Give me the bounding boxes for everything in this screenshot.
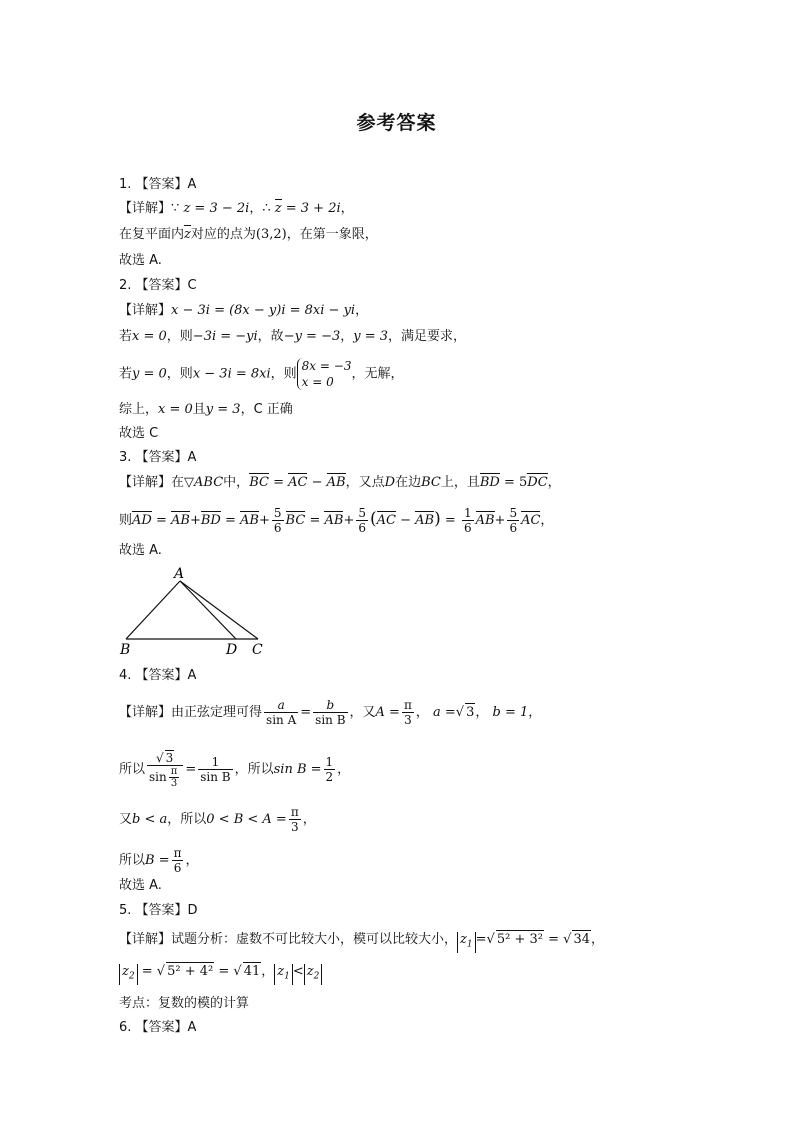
op: =: [218, 964, 230, 979]
radicand: 5² + 4²: [167, 964, 214, 979]
text: ，: [415, 705, 429, 720]
fraction-pi-3: [402, 698, 414, 727]
math: y = 0: [132, 366, 167, 382]
numerator: 5: [358, 506, 366, 520]
text: 综上，: [119, 402, 159, 417]
text: 所以: [119, 853, 146, 868]
sqrt-symbol: √: [486, 932, 495, 947]
denominator: 6: [273, 521, 282, 535]
vector-ab: AB: [475, 513, 495, 528]
op: =: [141, 964, 153, 979]
z-conjugate: z: [184, 227, 191, 242]
fraction-b-sinB: [313, 698, 347, 727]
op: =: [225, 513, 236, 528]
q2-detail: [119, 302, 368, 320]
numerator: π: [173, 846, 182, 860]
math: −y = −3: [283, 329, 341, 344]
q4-detail: [119, 698, 541, 727]
q4-line4: [119, 846, 199, 875]
numerator: π: [170, 766, 178, 777]
q3-choose: 故选 A.: [119, 543, 162, 558]
detail-label: 【详解】: [119, 475, 172, 490]
fraction-5-6: [507, 506, 519, 535]
z: z: [460, 932, 467, 947]
text: ，: [340, 329, 354, 344]
text: ，所以: [167, 812, 207, 827]
text: 上，且: [440, 475, 480, 490]
numerator: [147, 750, 183, 766]
text: ，又: [349, 705, 376, 720]
q4-line3: [119, 805, 316, 834]
abs-z2: [304, 964, 323, 985]
op: =: [300, 705, 312, 720]
subscript: 2: [313, 971, 320, 982]
fraction-1-2: [324, 755, 336, 784]
q2-line2: [119, 328, 466, 346]
text: 试题分析：虚数不可比较大小，模可以比较大小，: [171, 932, 458, 947]
fraction-pi-6: [172, 846, 184, 875]
punct: ，: [590, 932, 604, 947]
math: a =: [433, 705, 456, 720]
text: ，: [475, 705, 489, 720]
q2-line4: [119, 401, 293, 419]
system-eq1: 8x = −3: [301, 359, 352, 373]
label-a: A: [174, 566, 185, 582]
subscript: 1: [284, 971, 290, 982]
vector-ab: AB: [415, 513, 435, 528]
numerator: π: [290, 805, 299, 819]
detail-label: 【详解】: [119, 705, 172, 720]
q3-detail: [119, 474, 561, 492]
numerator: a: [264, 698, 298, 713]
label-d: D: [226, 642, 238, 657]
math: y = 3: [205, 402, 241, 417]
text: ，C 正确: [240, 402, 293, 417]
text: ，: [185, 853, 199, 868]
numerator: 5: [509, 506, 518, 520]
side-ab: [126, 581, 180, 639]
numerator: 1: [463, 506, 472, 520]
q5-line2: [119, 962, 322, 985]
q6-answer: 6. 【答案】A: [119, 1020, 197, 1035]
op: +: [189, 513, 201, 528]
q1-answer: 1. 【答案】A: [119, 177, 197, 192]
fraction-root3-sin: [147, 750, 183, 789]
op: <: [292, 964, 304, 979]
text: ，满足要求，: [388, 329, 467, 344]
op: =: [444, 513, 456, 528]
op: +: [343, 513, 355, 528]
math: sin B =: [273, 762, 322, 777]
numerator: b: [313, 698, 347, 713]
q2-line3: [119, 358, 403, 390]
fraction-1-sinB: [198, 755, 232, 784]
text: 又: [119, 812, 133, 827]
vector-ac: AC: [376, 513, 396, 528]
detail-label: 【详解】: [119, 932, 172, 947]
op: =: [273, 475, 284, 490]
triangle-abc: ▽ABC: [184, 475, 224, 490]
math: x − 3i = (8x − y)i = 8xi − yi: [171, 303, 356, 318]
q4-choose: 故选 A.: [119, 878, 162, 893]
numerator: 1: [325, 755, 334, 769]
radicand: 34: [573, 932, 590, 947]
math: B =: [145, 853, 170, 868]
text: 若: [119, 366, 133, 382]
vector-ac: AC: [288, 475, 308, 490]
segment-bc: BC: [421, 475, 441, 490]
vector-dc: DC: [527, 475, 548, 490]
text: 由正弦定理可得: [171, 705, 263, 720]
math: x = 0: [132, 329, 167, 344]
numerator: 5: [273, 506, 282, 520]
text: 则: [119, 513, 133, 528]
denominator: 6: [509, 521, 518, 535]
sin: sin: [149, 770, 167, 784]
fraction-pi-3: [169, 766, 180, 789]
vector-ad: AD: [132, 513, 152, 528]
math: b < a: [132, 812, 168, 827]
op: =: [475, 932, 487, 947]
paren: ): [434, 509, 441, 529]
radicand: 41: [243, 964, 261, 979]
vector-ab: AB: [240, 513, 259, 528]
fraction-5-6: [272, 506, 284, 535]
side-ac: [180, 581, 258, 639]
text: 在复平面内: [119, 227, 185, 242]
math: 0 < B < A =: [206, 812, 287, 827]
text: ，故: [257, 329, 284, 344]
q3-line2: [119, 506, 553, 535]
text: ，无解，: [351, 366, 404, 382]
text: ，: [528, 705, 542, 720]
label-c: C: [252, 642, 263, 657]
q1-detail: [119, 200, 354, 218]
page-title: 参考答案: [356, 112, 437, 134]
op: =: [155, 513, 167, 528]
detail-label: 【详解】: [119, 303, 172, 318]
op: =: [309, 513, 321, 528]
math: x − 3i = 8xi: [192, 366, 271, 382]
vector-bd: BD: [200, 513, 221, 528]
subscript: 2: [128, 971, 135, 982]
text: 中，: [223, 475, 250, 490]
therefore-symbol: ∴: [262, 201, 271, 216]
point: (3,2): [255, 227, 287, 242]
text: ，: [547, 475, 561, 490]
radicand: 3: [165, 751, 174, 765]
segment-ad: [180, 581, 236, 639]
vector-ab: AB: [326, 475, 346, 490]
denominator: 3: [290, 820, 299, 834]
text: 对应的点为: [190, 227, 256, 242]
punct: ，: [540, 513, 554, 528]
text: ，所以: [234, 762, 274, 777]
text: ，则: [270, 366, 297, 382]
z: z: [277, 964, 285, 979]
punct: ，: [261, 964, 275, 979]
vector-bd: BD: [479, 475, 500, 490]
q1-choose: 故选 A.: [119, 253, 162, 268]
op: −: [311, 475, 323, 490]
math: y = 3: [353, 329, 389, 344]
text: ，: [302, 812, 316, 827]
detail-label: 【详解】: [119, 201, 172, 216]
op: +: [494, 513, 506, 528]
q2-answer: 2. 【答案】C: [119, 278, 197, 293]
sqrt-symbol: √: [156, 751, 164, 765]
op: = 5: [503, 475, 528, 490]
subscript: 1: [466, 939, 473, 950]
text: 若: [119, 329, 133, 344]
op: −: [400, 513, 412, 528]
denominator: 3: [170, 778, 178, 789]
q2-choose: 故选 C: [119, 426, 159, 441]
math: x = 0: [158, 402, 193, 417]
sqrt-symbol: √: [156, 964, 166, 979]
text: ，则: [166, 366, 193, 382]
q5-answer: 5. 【答案】D: [119, 903, 198, 918]
denominator: sin B: [315, 713, 346, 727]
abs-z1: [274, 964, 293, 985]
math: z = 3 − 2i: [183, 201, 250, 216]
vector-ac: AC: [521, 513, 541, 528]
abs-z2: [119, 964, 138, 985]
denominator: 6: [463, 521, 472, 535]
paren: (: [369, 509, 377, 529]
fraction-1-6: [462, 506, 474, 535]
radicand: 5² + 3²: [496, 932, 543, 947]
text: ，又点: [345, 475, 385, 490]
math: −3i = −yi: [192, 329, 258, 344]
z-conjugate: z: [274, 201, 282, 216]
op: =: [548, 932, 559, 947]
vector-bc: BC: [249, 475, 269, 490]
q4-line2: [119, 750, 350, 789]
vector-ab: AB: [324, 513, 344, 528]
vector-ab: AB: [171, 513, 190, 528]
numerator: 1: [198, 755, 232, 770]
denominator: 2: [325, 770, 334, 784]
radicand: 3: [466, 705, 475, 720]
sqrt-symbol: √: [455, 705, 465, 720]
q1-line2: [119, 226, 378, 244]
denominator: 3: [404, 713, 412, 727]
system-eq2: x = 0: [301, 375, 334, 389]
q4-answer: 4. 【答案】A: [119, 668, 197, 683]
fraction-pi-3: [289, 805, 301, 834]
sqrt-symbol: √: [233, 964, 242, 979]
fraction-5-6: [356, 506, 368, 535]
punct: ，: [340, 201, 354, 216]
z: z: [122, 964, 129, 979]
fraction-a-sinA: [264, 698, 298, 727]
equation-system: [297, 358, 352, 390]
text: 在边: [395, 475, 422, 490]
math: b = 1: [492, 705, 529, 720]
op: +: [259, 513, 270, 528]
text: ，: [337, 762, 351, 777]
text: 且: [192, 402, 206, 417]
q5-kaodian: 考点：复数的模的计算: [119, 996, 250, 1011]
vector-bc: BC: [285, 513, 306, 528]
triangle-figure: [118, 565, 268, 657]
denominator: sin A: [266, 713, 297, 727]
denominator: 6: [173, 861, 182, 875]
numerator: π: [403, 698, 412, 712]
point-d: D: [384, 475, 396, 490]
math: = 3 + 2i: [285, 201, 341, 216]
denominator: 6: [358, 521, 366, 535]
z: z: [306, 964, 314, 979]
because-symbol: ∵: [171, 201, 180, 216]
label-b: B: [120, 642, 131, 657]
text: 在: [171, 475, 185, 490]
text: ，在第一象限，: [286, 227, 378, 242]
denominator: sin B: [200, 770, 231, 784]
text: ，则: [166, 329, 193, 344]
math: A =: [375, 705, 400, 720]
punct: ，: [355, 303, 369, 318]
denominator: [147, 766, 183, 789]
punct: ，: [249, 201, 263, 216]
sqrt-symbol: √: [563, 932, 572, 947]
op: =: [185, 762, 197, 777]
q3-answer: 3. 【答案】A: [119, 450, 197, 465]
abs-z1: [457, 932, 476, 953]
q5-detail: [119, 930, 604, 953]
text: 所以: [119, 762, 146, 777]
